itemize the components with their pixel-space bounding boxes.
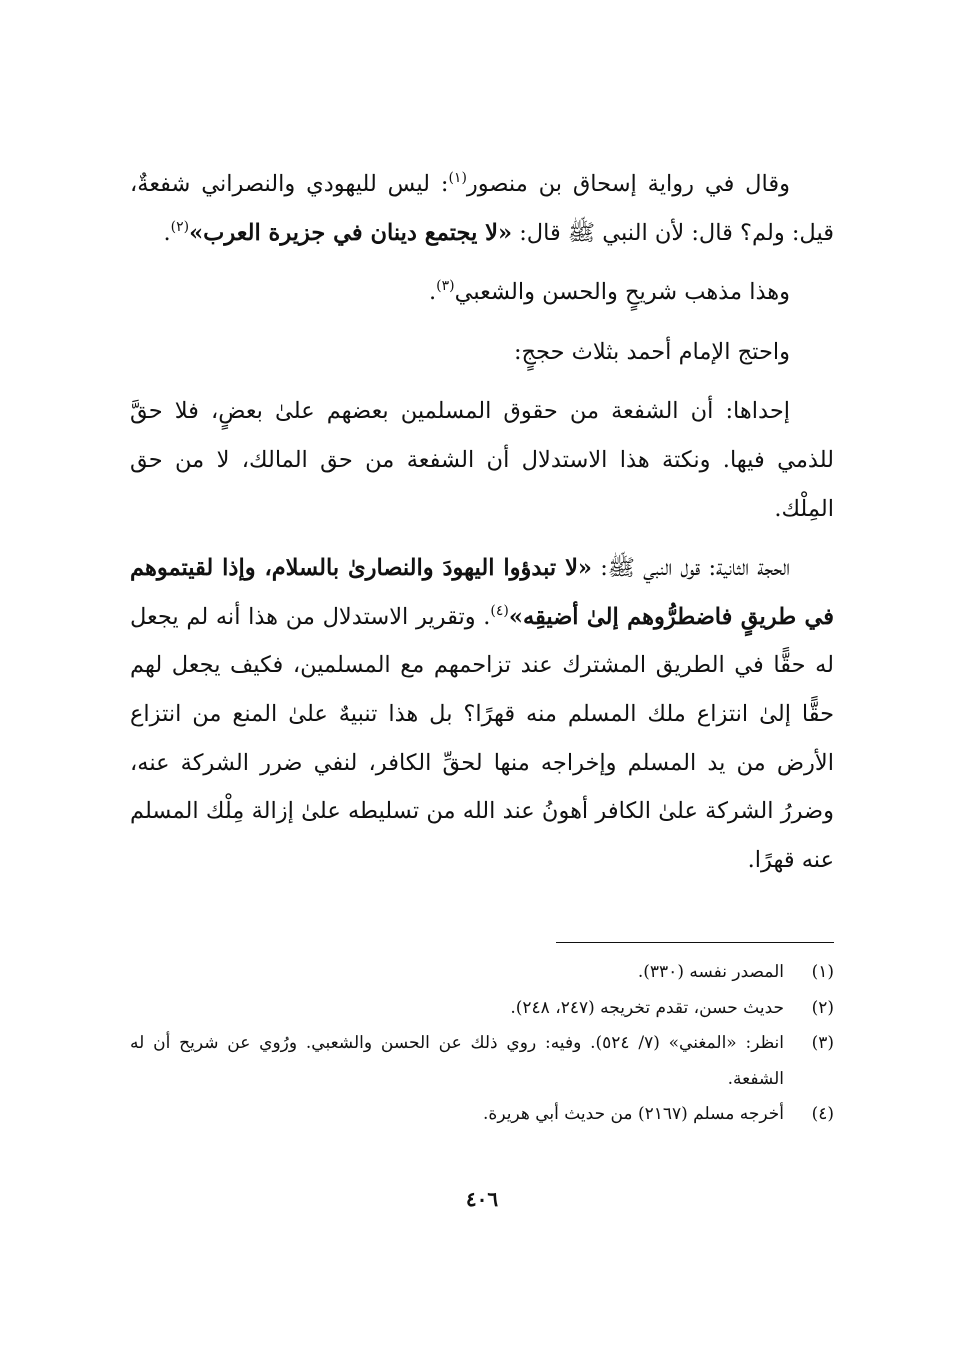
footnote-number: (٤) [811,1104,834,1124]
footnote-text: المصدر نفسه (٣٣٠). [637,962,784,982]
paragraph-text: وهذا مذهب شريحٍ والحسن والشعبي [454,279,790,306]
paragraph-first-argument [130,387,834,533]
hadith-quote: «لا تبدؤوا اليهودَ والنصارىٰ بالسلام، وإذا لقيتموهم في طريقٍ فاضطرُّوهم إلىٰ أضيقِه» [130,555,834,630]
footnote-ref-4[interactable]: (٤) [490,602,509,619]
footnote-item [130,991,834,1027]
paragraph-second-argument [130,544,834,884]
paragraph-madhhab [130,268,834,317]
footnotes [130,955,834,1133]
footnote-number: (١) [811,962,834,982]
footnote-item [130,1026,834,1097]
paragraph-text: : ليس لليهودي والنصراني شفعةٌ، قيل: ولم؟ قال: لأن النبي ﷺ قال: [130,171,834,246]
footnote-ref-1[interactable]: (١) [448,170,467,186]
footnote-ref-2[interactable]: (٢) [170,218,190,235]
paragraph-text: . [428,279,437,306]
paragraph-text: الحجة الثانية: قول النبي ﷺ: [591,555,791,582]
page-number: ٤٠٦ [465,1187,499,1211]
hadith-quote: «لا يجتمع دينان في جزيرة العرب» [189,219,513,246]
paragraph-ishaq-narration [130,160,834,257]
footnote-text: أخرجه مسلم (٢١٦٧) من حديث أبي هريرة. [483,1104,784,1124]
footnote-item [130,955,834,991]
paragraph-text: . وتقرير الاستدلال من هذا أنه لم يجعل له حقًّا في الطريق المشترك عند تزاحمهم مع المسلمين، فكيف يجعل لهم حقًّا إلىٰ انتزاع ملك المسلم منه قهرًا؟ بل هذا تنبيهٌ علىٰ المنع من انتزاع الأرض من يد المسلم وإخراجه منها لحقِّ الكافر، لنفي ضرر الشركة عنه، وضررُ الشركة علىٰ الكافر أهونُ عند الله من تسليطه علىٰ إزالة مِلْك المسلم عنه قهرًا. [130,603,834,873]
footnote-item [130,1097,834,1133]
paragraph-text: واحتج الإمام أحمد بثلاث حججٍ: [513,338,790,365]
main-text [130,160,834,895]
footnote-ref-3[interactable]: (٣) [436,278,455,295]
paragraph-text: وقال في رواية إسحاق بن منصور [466,171,791,197]
footnote-divider [556,942,834,943]
footnote-text: انظر: «المغني» (٧/ ٥٢٤). وفيه: روي ذلك عن الحسن والشعبي. ورُوي عن شريح أن له الشفعة. [130,1033,785,1089]
footnote-number: (٢) [811,997,834,1018]
paragraph-three-arguments [130,328,834,377]
paragraph-text: إحداها: أن الشفعة من حقوق المسلمين بعضهم علىٰ بعضٍ، فلا حقَّ للذمي فيها. ونكتة هذا الاستدلال أن الشفعة من حق المالك، لا من حق المِلْك. [130,398,834,522]
footnote-number: (٣) [811,1033,834,1053]
footnote-text: حديث حسن، تقدم تخريجه (٢٤٧، ٢٤٨). [510,997,784,1018]
paragraph-text: . [163,219,171,246]
